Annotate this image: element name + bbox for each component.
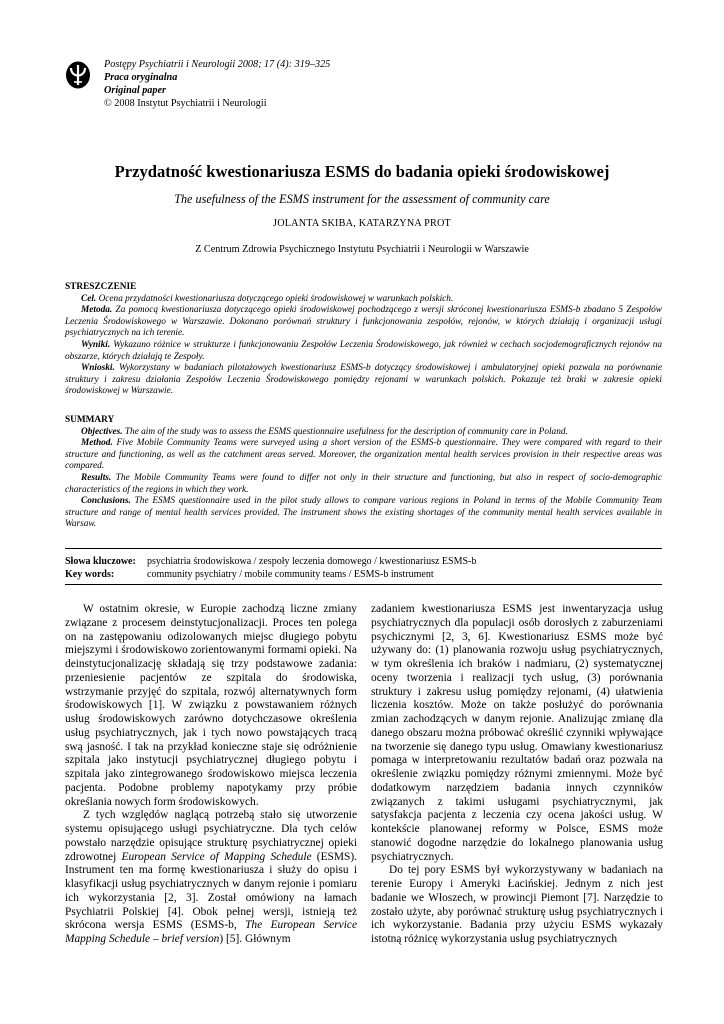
article-title: Przydatność kwestionariusza ESMS do badania opieki środowiskowej xyxy=(114,162,610,181)
label-wyniki: Wyniki. xyxy=(81,339,111,350)
article-authors: JOLANTA SKIBA, KATARZYNA PROT xyxy=(273,218,451,229)
abstract-metoda xyxy=(65,305,662,340)
keywords-row-pl xyxy=(65,556,662,569)
abstract-polish xyxy=(65,282,662,398)
p2-text-c: (ESMS). Instrument ten ma formę kwestionariusza i służy do opisu i klasyfikacji usług psychiatrycznych w danym rejonie i pomiaru ich wykorzystania [2, 3]. Został omówiony na łamach Psychiatrii Polskiej [4]. Obok pełnej wersji, istnieją też skrócona wersja ESMS (ESMS-b, xyxy=(65,850,357,932)
body-paragraph-4: Do tej pory ESMS był wykorzystywany w badaniach na terenie Europy i Ameryki Łacińskiej. Jednym z nich jest badanie we Włoszech, w prowincji Piemont [7]. Narzędzie to zostało użyte, aby porównać strukturę usług psychiatrycznych i ich wykorzystanie. Badania przy użyciu ESMS wykazały istotną różnicę wykorzystania usług psychiatrycznych xyxy=(371,864,663,945)
keywords-pl-label: Słowa kluczowe: xyxy=(65,556,136,567)
label-objectives: Objectives. xyxy=(81,426,123,437)
keywords-pl: psychiatria środowiskowa / zespoły leczenia domowego / kwestionariusz ESMS-b xyxy=(147,556,477,567)
publication-info xyxy=(104,58,330,110)
abstract-wyniki xyxy=(65,340,662,363)
copyright: © 2008 Instytut Psychiatrii i Neurologii xyxy=(104,98,267,109)
abstract-english xyxy=(65,415,662,531)
body-paragraph-3: zadaniem kwestionariusza ESMS jest inwentaryzacja usług psychiatrycznych dla populacji osób dorosłych z zaburzeniami psychicznymi [2, 3, 6]. Kwestionariusz ESMS może być używany do: (1) planowania rozwoju usług psychiatrycznych, w tym określenia ich braków i nadmiaru, (2) systematycznej oceny tworzenia i realizacji tych usług, (3) porównania struktury i zakresu usług pomiędzy rejonami, (4) ułatwienia liczenia kosztów. Może on także posłużyć do porównania zmian zachodzących w danym rejonie. Analizując zmianę dla danego obszaru można próbować określić czynniki wpływające na tworzenie się danego typu usług. Omawiany kwestionariusz pomaga w interpretowaniu rezultatów badań oraz pozwala na określenie związku pomiędzy różnymi zmiennymi. Może być dodatkowym narzędziem badania innych czynników związanych z takimi usługami psychiatrycznymi, jak satysfakcja pacjenta z leczenia czy ocena jakości usług. W kontekście planowanej reformy w Polsce, ESMS może stanowić dogodne narzędzie do lokalnego planowania usług psychiatrycznych. xyxy=(371,603,663,863)
abstract-objectives xyxy=(65,427,662,439)
label-results: Results. xyxy=(81,472,112,483)
label-method: Method. xyxy=(81,438,113,449)
p2-text-b: European Service of Mapping Schedule xyxy=(121,850,312,863)
abstract-cel xyxy=(65,294,662,306)
text-cel: Ocena przydatności kwestionariusza dotyczącego opieki środowiskowej w warunkach polskich. xyxy=(96,293,454,304)
label-conclusions: Conclusions. xyxy=(81,496,131,507)
label-wnioski: Wnioski. xyxy=(81,363,115,374)
text-objectives: The aim of the study was to assess the ESMS questionnaire usefulness for the description of community care in Poland. xyxy=(122,426,568,437)
article-subtitle: The usefulness of the ESMS instrument for the assessment of community care xyxy=(174,192,550,206)
p2-text-d: The European Service Mapping Schedule – brief version xyxy=(65,919,357,945)
abstract-conclusions xyxy=(65,496,662,531)
journal-citation: Postępy Psychiatrii i Neurologii 2008; 17 (4): 319–325 xyxy=(104,59,331,70)
p2-text-e: ) [5]. Głównym xyxy=(219,933,291,945)
p2-text-a: Z tych względów naglącą potrzebą stało się utworzenie systemu opisującego usługi psychiatryczne. Dla tych celów powstało narzędzie opisujące strukturę psychiatrycznej opieki zdrowotnej xyxy=(65,809,357,863)
keywords-block xyxy=(65,548,662,581)
keywords-en: community psychiatry / mobile community teams / ESMS-b instrument xyxy=(147,568,434,580)
keywords-divider xyxy=(65,584,662,585)
body-column-left xyxy=(65,603,357,947)
paper-type-en: Original paper xyxy=(104,85,166,96)
journal-logo-icon xyxy=(65,60,91,90)
keywords-row-en xyxy=(65,569,662,582)
paper-type-pl: Praca oryginalna xyxy=(104,72,178,83)
article-affiliation: Z Centrum Zdrowia Psychicznego Instytutu Psychiatrii i Neurologii w Warszawie xyxy=(195,244,529,255)
keywords-en-label: Key words: xyxy=(65,568,115,580)
body-column-right xyxy=(371,603,663,947)
body-paragraph-2 xyxy=(65,809,357,947)
label-metoda: Metoda. xyxy=(81,305,113,316)
text-method: Five Mobile Community Teams were surveyed using a short version of the ESMS-b questionnaire. They were compared with regard to their structure and functioning, as well as the catchment areas served. Moreover, the organization mental health services provision in their respective areas was compared. xyxy=(65,438,662,472)
body-paragraph-1: W ostatnim okresie, w Europie zachodzą liczne zmiany związane z procesem deinstytucjonalizacji. Proces ten polega on na zastępowaniu odizolowanych miejsc długiego pobytu miejszymi i środowiskowo zorientowanymi formami opieki. Na deinstytucjonalizację składają się trzy podstawowe zadania: przeniesienie pacjentów ze szpitala do środowiska, wstrzymanie przyjęć do szpitala, rozwój alternatywnych form środowiskowych [1]. W związku z powstawaniem różnych usług środowiskowych zarówno dotychczasowe określenia usług psychiatrycznych, jak i tych nowo powstających tracą swą jasność. I tak na przykład konieczne staje się odróżnienie szpitala jako instytucji psychiatrycznej długiego pobytu i szpitala jako zintegrowanego środowiskowo miejsca leczenia pacjenta. Podobne problemy napotykamy przy próbie określania nowych form środowiskowych. xyxy=(65,603,357,808)
text-wnioski: Wykorzystany w badaniach pilotażowych kwestionariusz ESMS-b dotyczący środowiskowej i ambulatoryjnej opieki pozwala na porównanie struktury i zakresu działania Zespołów Leczenia Środowiskowego pomiędzy rejonami w warunkach polskich. Pokazuje też braki w zakresie opieki środowiskowej w Warszawie. xyxy=(65,363,662,397)
text-results: The Mobile Community Teams were found to differ not only in their structure and functioning, but also in respect of socio-demographic characteristics of the regions in which they work. xyxy=(65,472,662,495)
abstract-english-heading: SUMMARY xyxy=(65,415,115,425)
text-conclusions: The ESMS questionnaire used in the pilot study allows to compare various regions in Poland in terms of the Mobile Community Team structure and range of mental health services provided. The instrument shows the existing shortages of the community mental health services available in Warsaw. xyxy=(65,496,662,530)
text-metoda: Za pomocą kwestionariusza dotyczącego opieki środowiskowej pochodzącego z wersji skróconej kwestionariusza ESMS-b zbadano 5 Zespołów Leczenia Środowiskowego w Warszawie. Dokonano porównań struktury i funkcjonowania zespołów, rejonów, w których działają i organizacji usługi psychiatrycznych na ich terenie. xyxy=(65,305,662,339)
abstract-results xyxy=(65,473,662,496)
label-cel: Cel. xyxy=(81,293,97,304)
text-wyniki: Wykazano różnice w strukturze i funkcjonowaniu Zespołów Leczenia Środowiskowego, jak również w cechach socjodemograficznych rejonów na obszarze, których działają te Zespoły. xyxy=(65,339,662,362)
abstract-polish-heading: STRESZCZENIE xyxy=(65,282,137,292)
abstract-method xyxy=(65,438,662,473)
abstract-wnioski xyxy=(65,363,662,398)
